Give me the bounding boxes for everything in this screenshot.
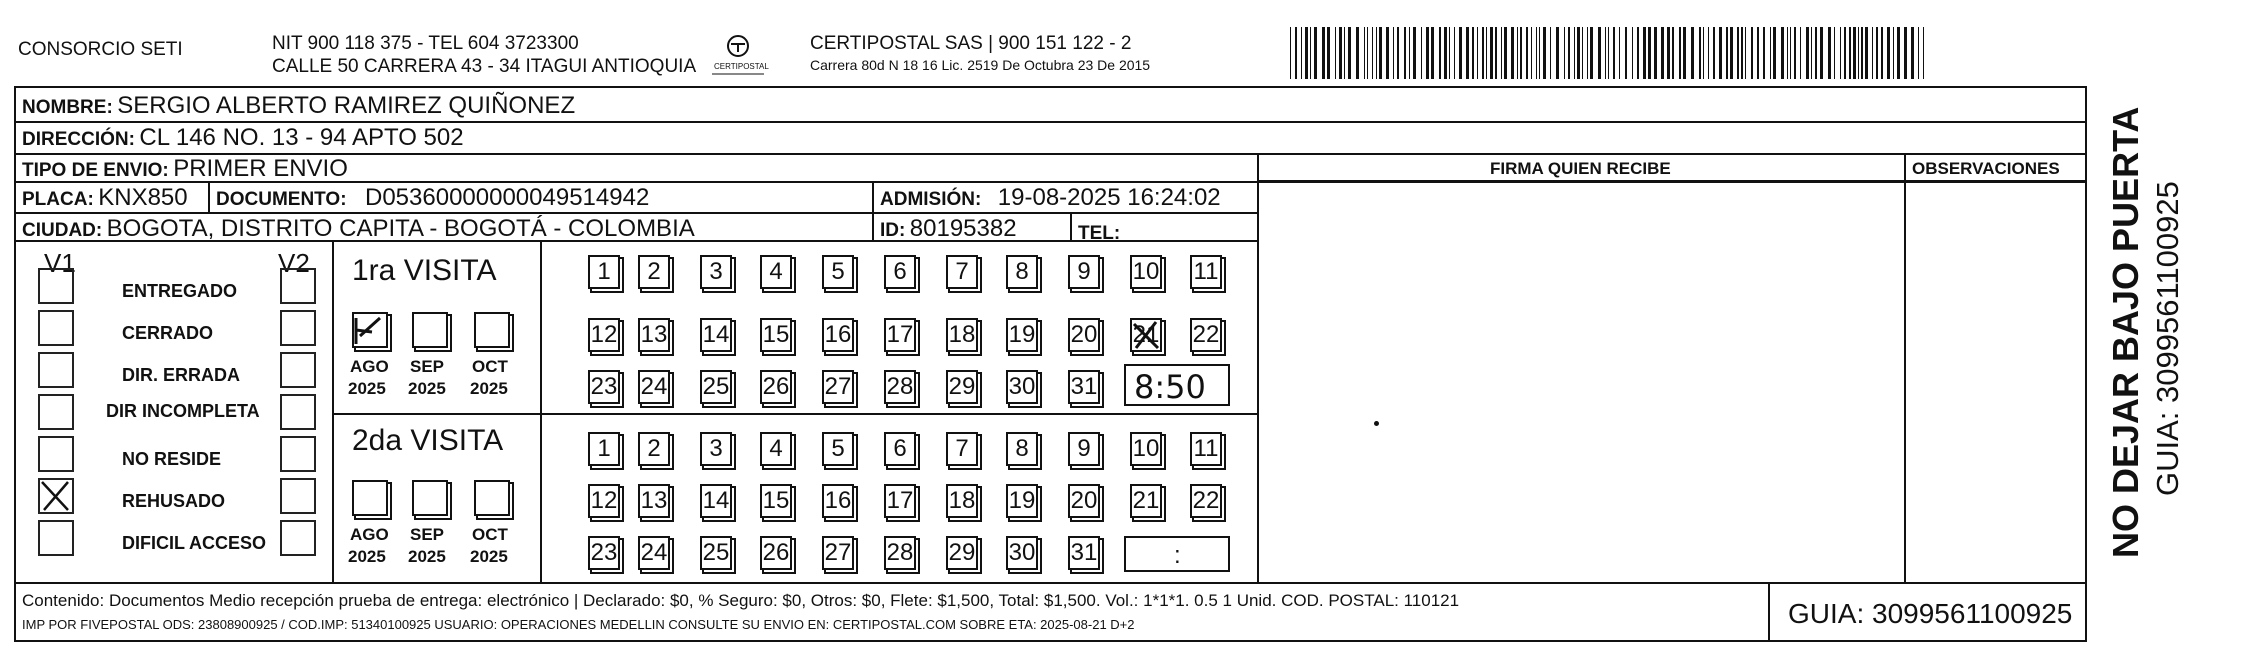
nit-line-2: CALLE 50 CARRERA 43 - 34 ITAGUI ANTIOQUIA [272,56,697,77]
month-label: SEP [410,357,445,376]
documento-row [216,186,649,210]
day-checkbox[interactable]: 13 [638,484,670,518]
day-checkbox[interactable]: 5 [822,255,854,289]
month-checkbox[interactable] [474,312,510,348]
day-checkbox[interactable]: 26 [760,536,792,570]
v2-checkbox[interactable] [280,520,316,556]
v1-checkbox[interactable] [38,310,74,346]
day-checkbox[interactable]: 9 [1068,432,1100,466]
day-checkbox[interactable]: 17 [884,318,916,352]
day-checkbox[interactable]: 4 [760,255,792,289]
day-checkbox[interactable]: 27 [822,536,854,570]
documento-value: D05360000000049514942 [365,184,650,211]
day-checkbox[interactable]: 21 [1130,484,1162,518]
visit2-time: : [1174,542,1181,569]
tipo-envio-row [22,157,348,181]
month-year: 2025 [470,379,508,398]
month-label: SEP [410,525,445,544]
day-checkbox[interactable]: 12 [588,318,620,352]
side-warning: NO DEJAR BAJO PUERTA [2105,106,2146,558]
tipo-envio-label: TIPO DE ENVIO: [22,160,169,181]
visit1-time: 8:50 [1134,368,1206,406]
day-checkbox[interactable]: 6 [884,255,916,289]
status-label: CERRADO [122,323,214,343]
day-checkbox[interactable]: 13 [638,318,670,352]
day-checkbox[interactable]: 24 [638,536,670,570]
day-checkbox[interactable]: 19 [1006,318,1038,352]
month-checkbox[interactable] [474,480,510,516]
status-label: ENTREGADO [122,281,238,301]
v1-label: V1 [44,248,76,278]
id-row [880,217,1017,241]
visit2-title: 2da VISITA [352,424,504,457]
month-label: AGO [350,357,389,376]
ciudad-label: CIUDAD: [22,220,103,241]
logo-text: CERTIPOSTAL [714,62,769,71]
visit1-time-box[interactable] [1124,364,1230,406]
footer-guia: GUIA: 3099561100925 [1788,598,2073,629]
v2-checkbox[interactable] [280,352,316,388]
day-checkbox[interactable]: 11 [1190,432,1222,466]
v1-checkbox[interactable] [38,436,74,472]
month-year: 2025 [408,379,446,398]
company-name: CONSORCIO SETI [18,39,183,60]
day-checkbox[interactable]: 19 [1006,484,1038,518]
month-year: 2025 [348,547,386,566]
day-checkbox[interactable]: 18 [946,484,978,518]
month-checkbox[interactable] [412,312,448,348]
day-checkbox[interactable]: 27 [822,370,854,404]
day-checkbox[interactable]: 30 [1006,536,1038,570]
day-checkbox[interactable]: 5 [822,432,854,466]
status-label: NO RESIDE [122,449,222,469]
nombre-row [22,94,575,118]
day-number: 21 [1132,321,1160,348]
day-checkbox[interactable]: 10 [1130,432,1162,466]
v2-checkbox[interactable] [280,268,316,304]
id-label: ID: [880,220,906,241]
nit-line-1: NIT 900 118 375 - TEL 604 3723300 [272,33,579,54]
day-checkbox[interactable]: 29 [946,536,978,570]
nombre-label: NOMBRE: [22,97,113,118]
day-checkbox[interactable]: 31 [1068,370,1100,404]
day-checkbox[interactable]: 25 [700,536,732,570]
day-checkbox[interactable]: 9 [1068,255,1100,289]
month-checkbox[interactable] [412,480,448,516]
month-year: 2025 [470,547,508,566]
v2-label: V2 [278,248,310,278]
tel-label: TEL: [1078,223,1121,244]
day-checkbox[interactable]: 16 [822,484,854,518]
v1-checkbox[interactable] [38,478,74,514]
carrier-line-1: CERTIPOSTAL SAS | 900 151 122 - 2 [810,33,1132,54]
status-label: DIFICIL ACCESO [122,533,267,553]
day-checkbox[interactable]: 1 [588,255,620,289]
day-checkbox[interactable]: 22 [1190,318,1222,352]
day-checkbox[interactable]: 20 [1068,484,1100,518]
day-checkbox[interactable]: 4 [760,432,792,466]
admision-label: ADMISIÓN: [880,189,982,210]
visit1-title: 1ra VISITA [352,254,497,287]
day-checkbox[interactable]: 10 [1130,255,1162,289]
certipostal-logo [706,34,770,78]
day-checkbox[interactable]: 23 [588,536,620,570]
status-label: DIR. ERRADA [122,365,241,385]
month-checkbox[interactable] [352,480,388,516]
carrier-line-2: Carrera 80d N 18 16 Lic. 2519 De Octubra 23 De 2015 [810,57,1151,73]
month-label: AGO [350,525,389,544]
contenido-text: Contenido: Documentos Medio recepción prueba de entrega: electrónico | Declarado: $0, % Seguro: $0, Otros: $0, Flete: $1,500, Total: $1,500. Vol.: 1*1*1. 0.5 1 Unid. COD. POSTAL: 110121 [22,591,1460,610]
day-checkbox[interactable]: 28 [884,536,916,570]
placa-label: PLACA: [22,189,94,210]
day-checkbox[interactable]: 22 [1190,484,1222,518]
day-checkbox[interactable]: 14 [700,484,732,518]
day-checkbox[interactable]: 24 [638,370,670,404]
day-checkbox[interactable]: 26 [760,370,792,404]
day-checkbox[interactable]: 11 [1190,255,1222,289]
day-checkbox[interactable]: 7 [946,432,978,466]
day-checkbox[interactable] [1130,318,1162,352]
admision-value: 19-08-2025 16:24:02 [997,184,1221,211]
month-label: OCT [472,357,508,376]
month-year: 2025 [348,379,386,398]
id-value: 80195382 [909,215,1017,242]
day-checkbox[interactable]: 30 [1006,370,1038,404]
placa-value: KNX850 [98,184,188,211]
v1-checkbox[interactable] [38,352,74,388]
day-checkbox[interactable]: 6 [884,432,916,466]
day-checkbox[interactable]: 8 [1006,432,1038,466]
day-checkbox[interactable]: 8 [1006,255,1038,289]
signature-mark [1374,421,1379,426]
check-mark-icon [350,310,390,350]
day-checkbox[interactable]: 17 [884,484,916,518]
day-checkbox[interactable]: 3 [700,255,732,289]
direccion-label: DIRECCIÓN: [22,129,135,150]
documento-label: DOCUMENTO: [216,189,347,210]
side-guia: GUIA: 3099561100925 [2150,181,2185,496]
direccion-value: CL 146 NO. 13 - 94 APTO 502 [139,124,464,151]
v2-checkbox[interactable] [280,310,316,346]
ciudad-row [22,217,695,241]
day-checkbox[interactable]: 3 [700,432,732,466]
day-checkbox[interactable]: 2 [638,432,670,466]
firma-label: FIRMA QUIEN RECIBE [1490,159,1671,178]
v2-checkbox[interactable] [280,478,316,514]
day-checkbox[interactable]: 16 [822,318,854,352]
direccion-row [22,126,464,150]
day-checkbox[interactable]: 29 [946,370,978,404]
nombre-value: SERGIO ALBERTO RAMIREZ QUIÑONEZ [117,92,576,119]
month-checkbox[interactable] [352,312,388,348]
month-label: OCT [472,525,508,544]
status-label: DIR INCOMPLETA [106,401,260,421]
day-checkbox[interactable]: 25 [700,370,732,404]
day-checkbox[interactable]: 2 [638,255,670,289]
v2-checkbox[interactable] [280,394,316,430]
day-checkbox[interactable]: 7 [946,255,978,289]
day-checkbox[interactable]: 31 [1068,536,1100,570]
day-checkbox[interactable]: 12 [588,484,620,518]
imp-text: IMP POR FIVEPOSTAL ODS: 23808900925 / COD.IMP: 51340100925 USUARIO: OPERACIONES MEDELLIN CONSULTE SU ENVIO EN: CERTIPOSTAL.COM SOBRE ETA: 2025-08-21 D+2 [22,617,1135,632]
ciudad-value: BOGOTA, DISTRITO CAPITA - BOGOTÁ - COLOMBIA [106,215,695,242]
month-year: 2025 [408,547,446,566]
day-checkbox[interactable]: 18 [946,318,978,352]
barcode [1290,27,1930,79]
visit2-time-box[interactable] [1124,536,1230,572]
tipo-envio-value: PRIMER ENVIO [173,155,348,182]
observaciones-label: OBSERVACIONES [1912,159,2060,178]
day-checkbox[interactable]: 15 [760,318,792,352]
day-checkbox[interactable]: 23 [588,370,620,404]
check-x-icon [38,478,74,514]
strike-mark-icon [1130,318,1162,352]
v1-checkbox[interactable] [38,394,74,430]
placa-row [22,186,188,210]
day-checkbox[interactable]: 15 [760,484,792,518]
v1-checkbox[interactable] [38,520,74,556]
admision-row [880,186,1221,210]
day-checkbox[interactable]: 20 [1068,318,1100,352]
day-checkbox[interactable]: 1 [588,432,620,466]
status-label: REHUSADO [122,491,226,511]
v2-checkbox[interactable] [280,436,316,472]
day-checkbox[interactable]: 14 [700,318,732,352]
tel-row [1078,220,1120,244]
v1-checkbox[interactable] [38,268,74,304]
day-checkbox[interactable]: 28 [884,370,916,404]
